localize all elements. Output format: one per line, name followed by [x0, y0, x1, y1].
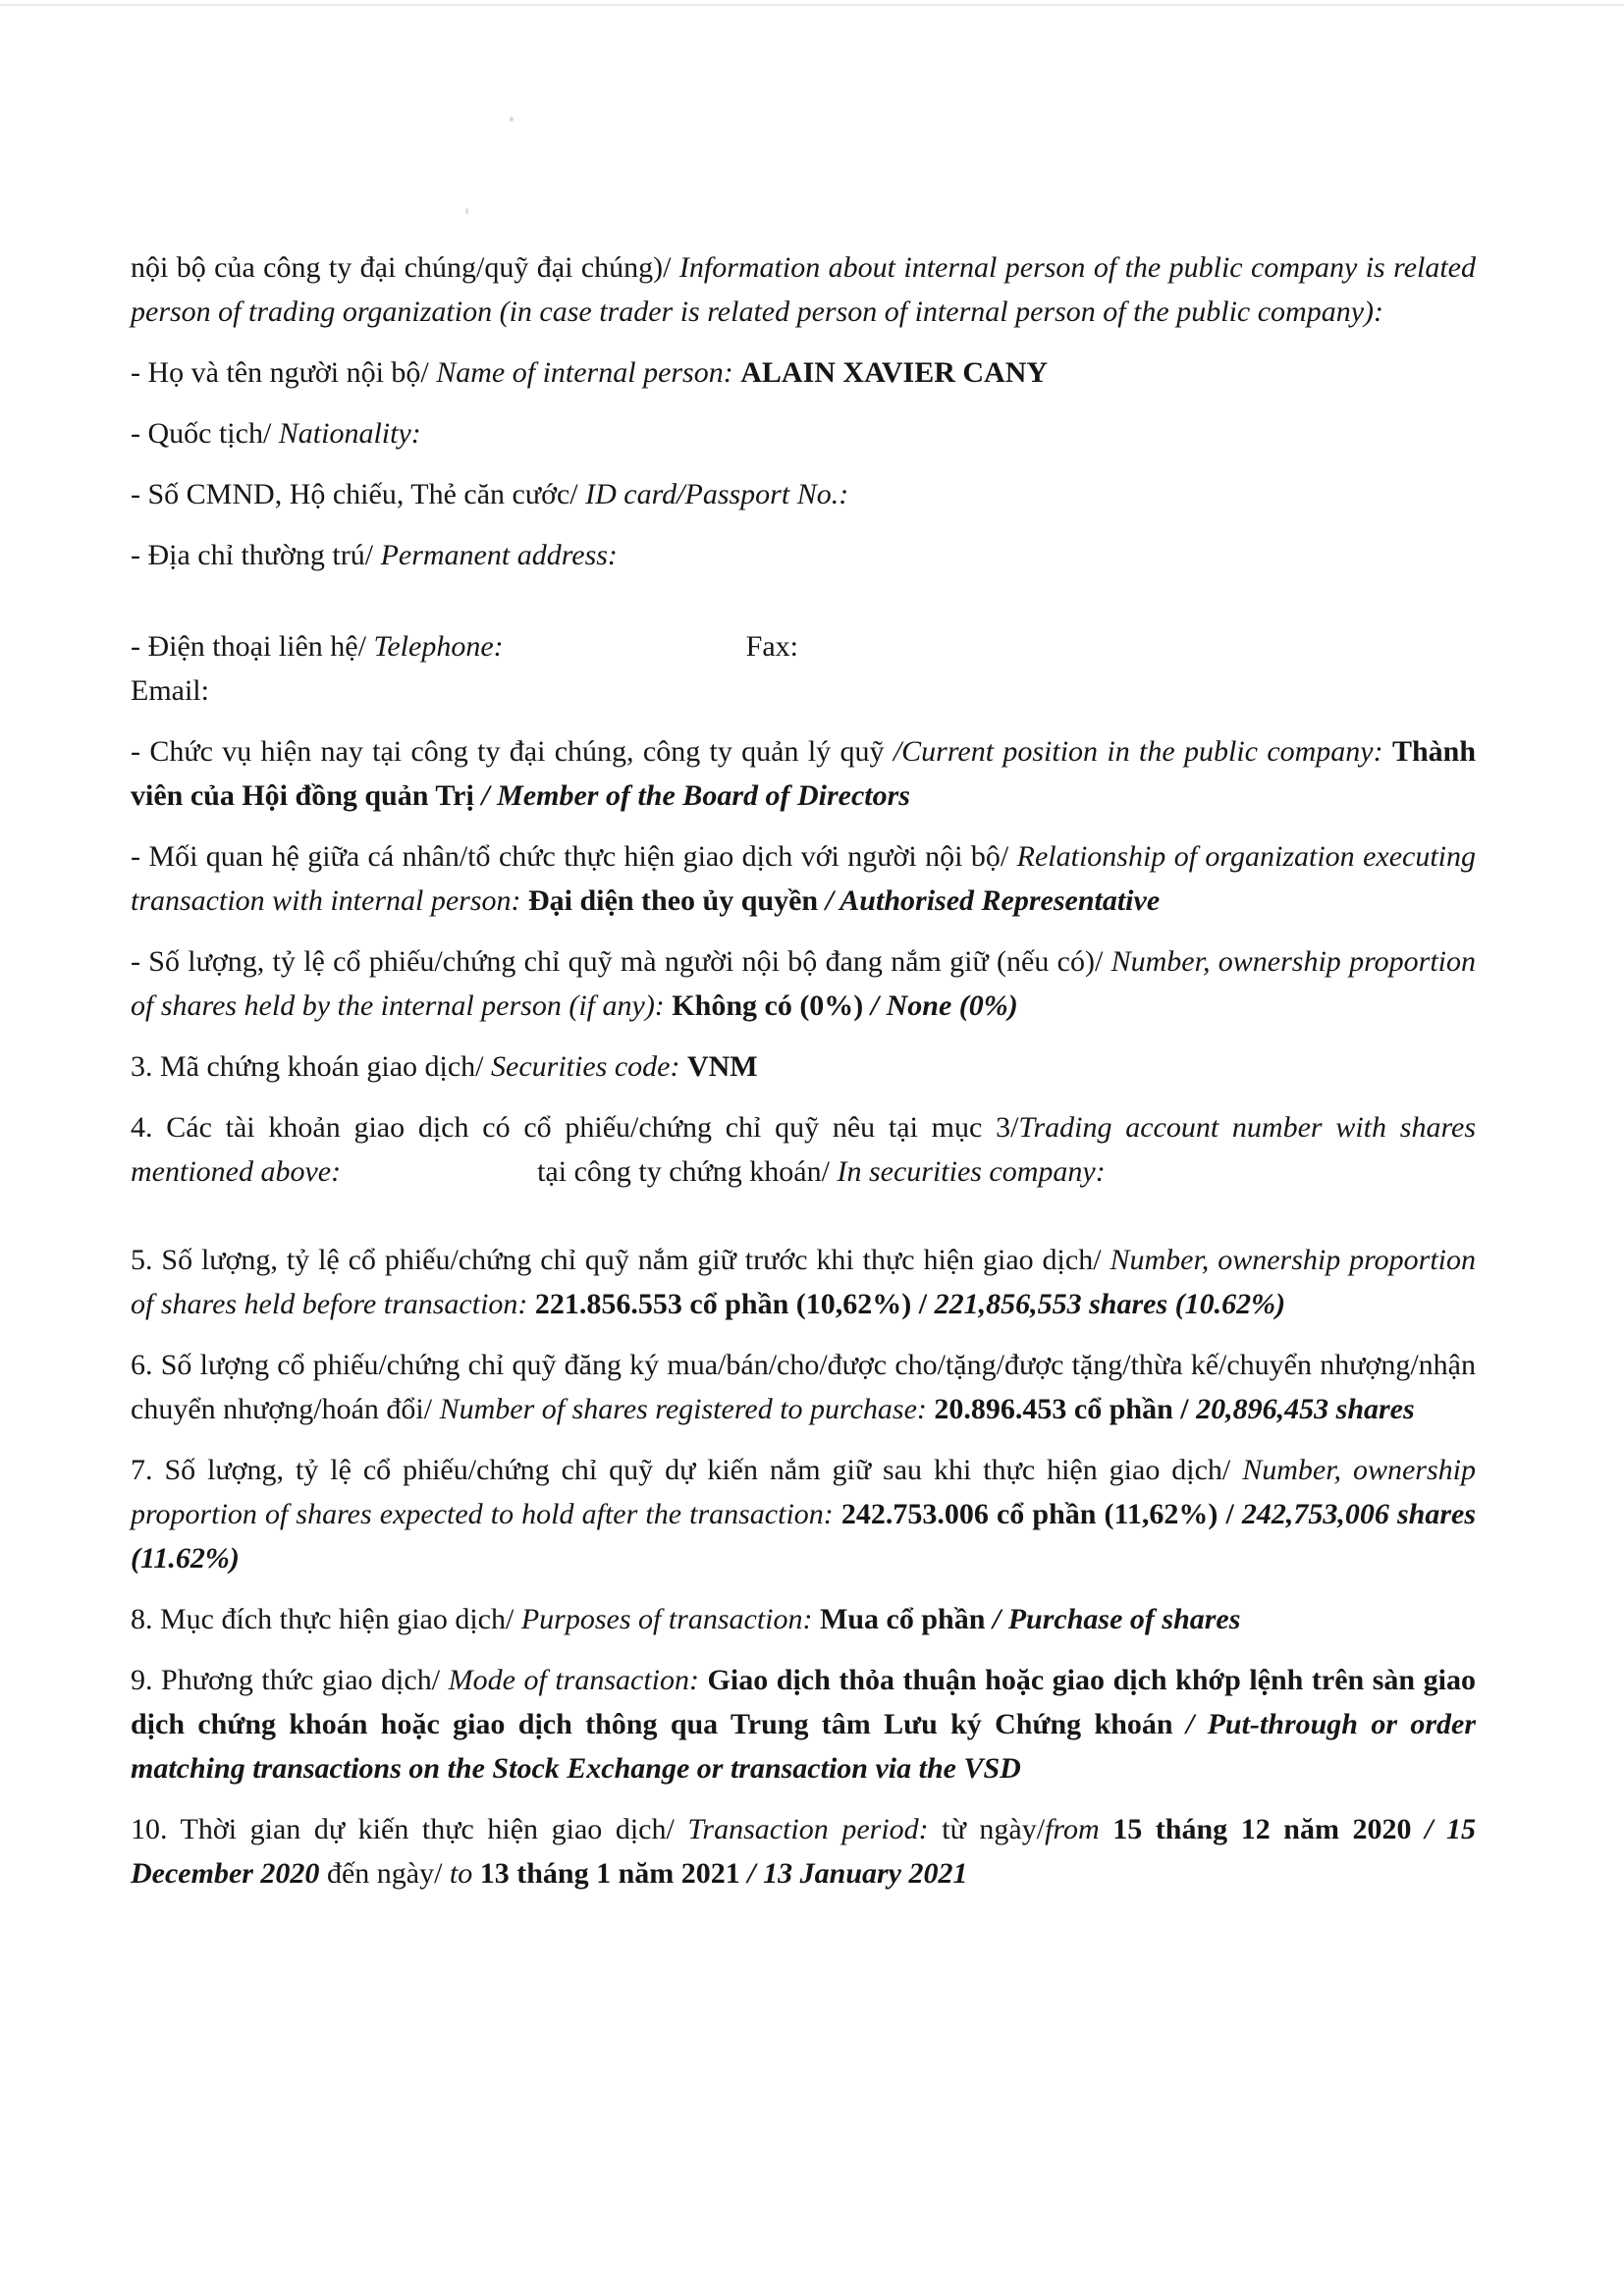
item7-value-en: 242,753,006 shares (11.62%) [131, 1498, 1476, 1575]
item3-label-vn: 3. Mã chứng khoán giao dịch/ [131, 1050, 484, 1083]
item5-label-vn: 5. Số lượng, tỷ lệ cổ phiếu/chứng chỉ quỹ nắm giữ trước khi thực hiện giao dịch/ [131, 1244, 1102, 1276]
item7-label-en: Number, ownership proportion of shares expected to hold after the transaction: [131, 1454, 1476, 1530]
item3-label-en: Securities code: [491, 1050, 680, 1083]
item-3-securities-code [131, 1044, 1476, 1089]
item5-value-en: 221,856,553 shares (10.62%) [934, 1288, 1286, 1320]
telephone-label-vn: - Điện thoại liên hệ/ [131, 630, 366, 663]
holding-label-en: Number, ownership proportion of shares held by the internal person (if any): [131, 945, 1476, 1022]
document-body [131, 245, 1476, 1912]
scan-speck [465, 208, 468, 214]
item10-from-en: from [1045, 1813, 1100, 1845]
item7-value-vn: 242.753.006 cổ phần (11,62%) / [840, 1498, 1234, 1530]
name-value: ALAIN XAVIER CANY [740, 356, 1049, 389]
item6-value-en: 20,896,453 shares [1196, 1393, 1415, 1425]
item4-label-en: Trading account number with shares mentioned above: [131, 1111, 1476, 1188]
email-label: Email: [131, 674, 209, 707]
item-8-purpose [131, 1597, 1476, 1641]
item10-label-vn: 10. Thời gian dự kiến thực hiện giao dịch/ [131, 1813, 675, 1845]
holding-label-vn: - Số lượng, tỷ lệ cổ phiếu/chứng chỉ quỹ mà người nội bộ đang nắm giữ (nếu có)/ [131, 945, 1104, 978]
idcard-label-en: ID card/Passport No.: [585, 478, 849, 510]
item8-value-vn: Mua cổ phần [820, 1603, 986, 1635]
item8-label-vn: 8. Mục đích thực hiện giao dịch/ [131, 1603, 514, 1635]
intro-text-vn: nội bộ của công ty đại chúng/quỹ đại chúng)/ [131, 251, 672, 284]
item10-from-date-vn: 15 tháng 12 năm 2020 [1112, 1813, 1412, 1845]
item5-value-vn: 221.856.553 cổ phần (10,62%) / [534, 1288, 928, 1320]
securities-company-gap-spacer [341, 1180, 537, 1181]
item6-label-vn: 6. Số lượng cổ phiếu/chứng chỉ quỹ đăng ký mua/bán/cho/được cho/tặng/được tặng/thừa kế/chuyển nhượng/nhận chuyển nhượng/hoán đổi/ [131, 1349, 1476, 1425]
item9-label-vn: 9. Phương thức giao dịch/ [131, 1664, 441, 1696]
item-4-trading-account [131, 1105, 1476, 1194]
item-9-mode-of-transaction [131, 1658, 1476, 1790]
item5-label-en: Number, ownership proportion of shares held before transaction: [131, 1244, 1477, 1320]
item10-to-en: to [449, 1857, 473, 1890]
item8-value-en: / Purchase of shares [992, 1603, 1241, 1635]
field-current-position [131, 729, 1476, 818]
para-intro-continuation [131, 245, 1476, 334]
field-shares-held-by-internal-person [131, 939, 1476, 1028]
item9-value-vn: Giao dịch thỏa thuận hoặc giao dịch khớp lệnh trên sàn giao dịch chứng khoán hoặc giao dịch thông qua Trung tâm Lưu ký Chứng khoán [131, 1664, 1477, 1740]
item-7-shares-after-transaction [131, 1448, 1476, 1580]
item10-from-vn: từ ngày/ [942, 1813, 1046, 1845]
address-label-vn: - Địa chỉ thường trú/ [131, 539, 374, 571]
item8-label-en: Purposes of transaction: [520, 1603, 813, 1635]
item7-label-vn: 7. Số lượng, tỷ lệ cổ phiếu/chứng chỉ quỹ dự kiến nắm giữ sau khi thực hiện giao dịch/ [131, 1454, 1231, 1486]
item4-mid-en: In securities company: [837, 1155, 1106, 1188]
item10-from-date-en: / 15 December 2020 [131, 1813, 1477, 1890]
field-contact [131, 624, 1476, 713]
relationship-label-en: Relationship of organization executing transaction with internal person: [131, 840, 1477, 917]
item9-value-en: / Put-through or order matching transactions on the Stock Exchange or transaction via the VSD [131, 1708, 1476, 1785]
relationship-value-vn: Đại diện theo ủy quyền [528, 884, 819, 917]
item10-label-en: Transaction period: [687, 1813, 929, 1845]
field-id-card [131, 472, 1476, 516]
position-label-en: /Current position in the public company: [893, 735, 1383, 768]
telephone-label-en: Telephone: [373, 630, 504, 663]
item6-label-en: Number of shares registered to purchase: [439, 1393, 927, 1425]
item4-mid-vn: tại công ty chứng khoán/ [537, 1155, 830, 1188]
item9-label-en: Mode of transaction: [448, 1664, 699, 1696]
scan-edge-artifact [0, 4, 1624, 6]
relationship-value-en: / Authorised Representative [825, 884, 1161, 917]
position-value-en: / Member of the Board of Directors [481, 779, 910, 812]
nationality-label-en: Nationality: [278, 417, 421, 450]
field-internal-person-name [131, 350, 1476, 395]
address-label-en: Permanent address: [380, 539, 618, 571]
item10-to-date-vn: 13 tháng 1 năm 2021 [479, 1857, 740, 1890]
relationship-label-vn: - Mối quan hệ giữa cá nhân/tổ chức thực hiện giao dịch với người nội bộ/ [131, 840, 1009, 873]
item3-value: VNM [686, 1050, 758, 1083]
fax-label: Fax: [745, 630, 798, 663]
item6-value-vn: 20.896.453 cổ phần / [934, 1393, 1189, 1425]
position-value-vn: Thành viên của Hội đồng quản Trị [131, 735, 1477, 812]
field-nationality [131, 411, 1476, 455]
item-6-shares-registered [131, 1343, 1476, 1431]
item10-to-vn: đến ngày/ [326, 1857, 443, 1890]
item10-to-date-en: / 13 January 2021 [747, 1857, 968, 1890]
item4-label-vn: 4. Các tài khoản giao dịch có cổ phiếu/chứng chỉ quỹ nêu tại mục 3/ [131, 1111, 1019, 1144]
name-label-vn: - Họ và tên người nội bộ/ [131, 356, 429, 389]
idcard-label-vn: - Số CMND, Hộ chiếu, Thẻ căn cước/ [131, 478, 578, 510]
item-10-transaction-period [131, 1807, 1476, 1896]
field-relationship [131, 834, 1476, 923]
holding-value-en: / None (0%) [870, 989, 1018, 1022]
nationality-label-vn: - Quốc tịch/ [131, 417, 272, 450]
scan-speck [510, 117, 514, 122]
intro-text-en: Information about internal person of the public company is related person of trading organization (in case trader is related person of internal person of the public company): [131, 251, 1476, 328]
item-5-shares-before-transaction [131, 1238, 1476, 1326]
fax-gap-spacer [504, 655, 746, 656]
position-label-vn: - Chức vụ hiện nay tại công ty đại chúng, công ty quản lý quỹ [131, 735, 885, 768]
holding-value-vn: Không có (0%) [672, 989, 864, 1022]
field-permanent-address [131, 533, 1476, 577]
name-label-en: Name of internal person: [436, 356, 733, 389]
